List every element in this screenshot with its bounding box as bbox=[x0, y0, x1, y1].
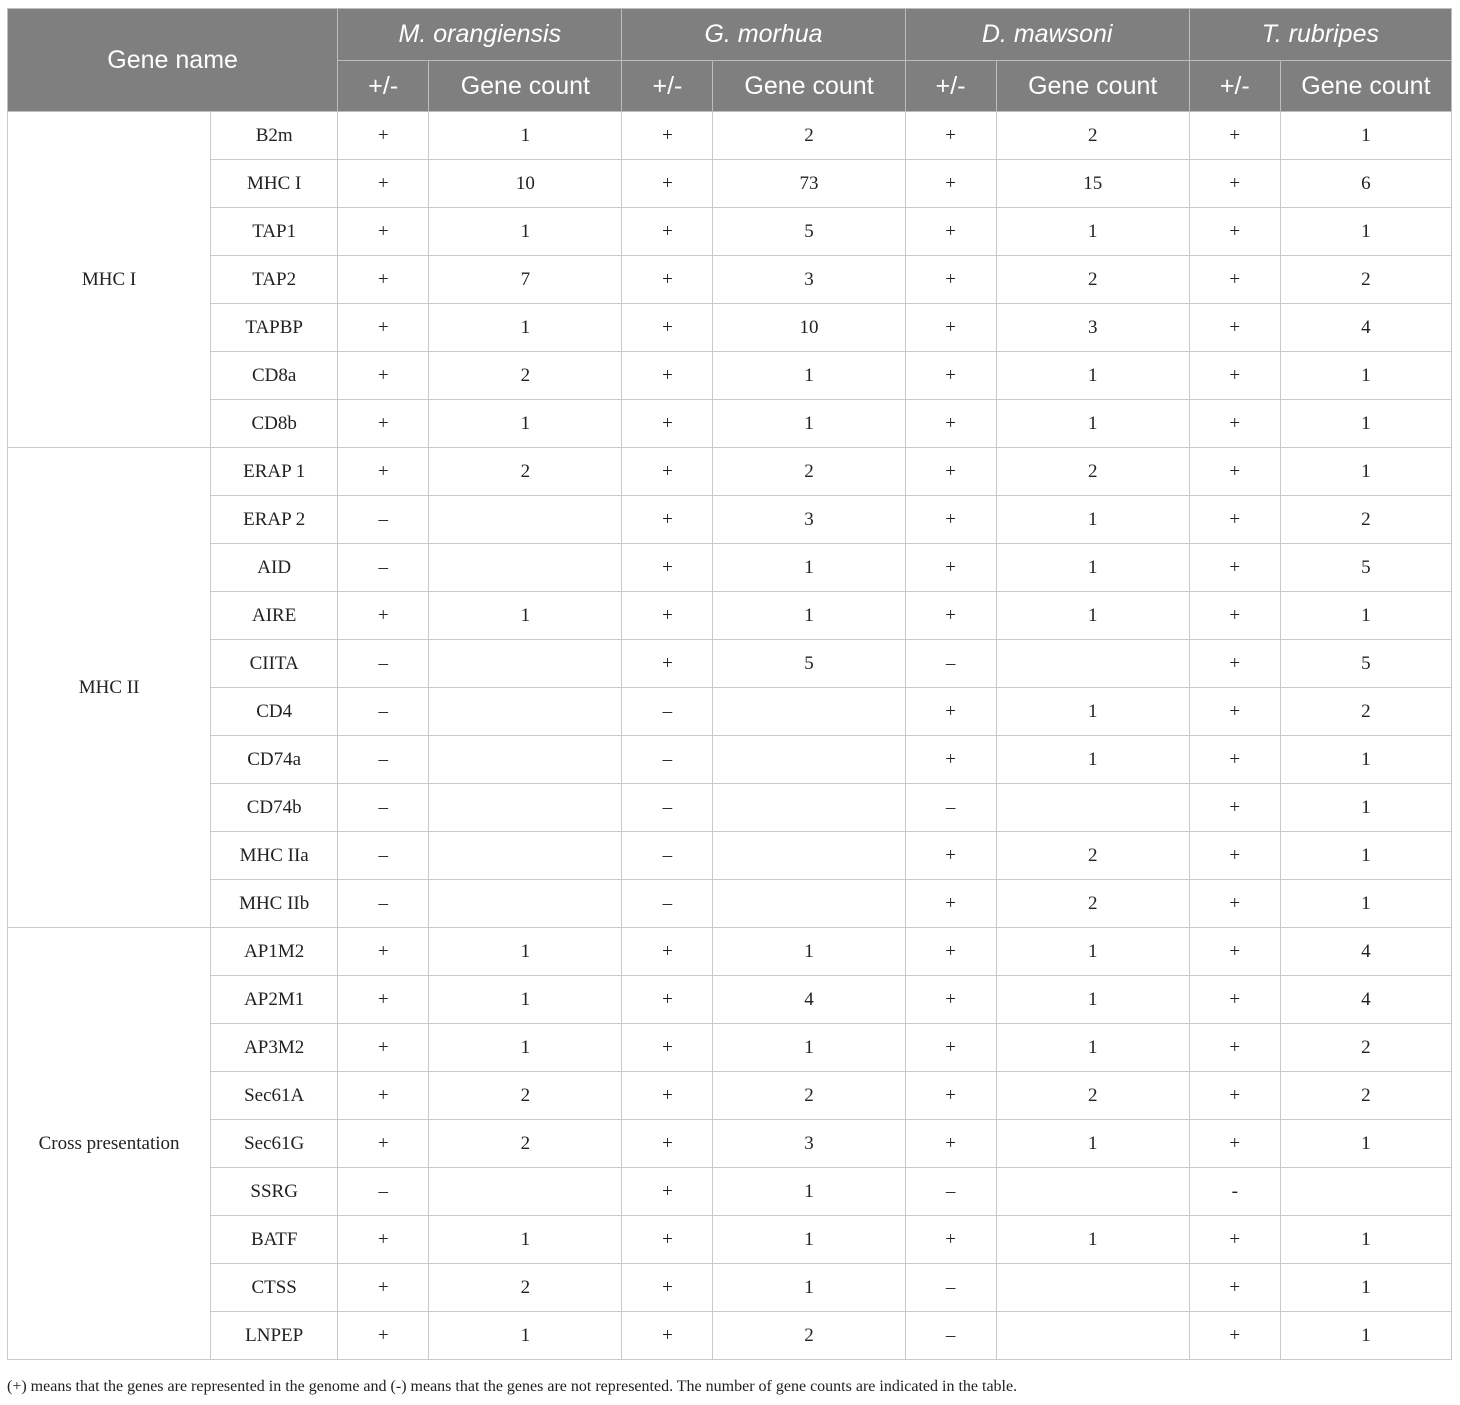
presence-cell: + bbox=[1189, 592, 1280, 640]
presence-cell: + bbox=[622, 304, 713, 352]
group-label: MHC II bbox=[8, 448, 211, 928]
presence-cell: + bbox=[905, 880, 996, 928]
gene-count-cell: 10 bbox=[429, 160, 622, 208]
presence-cell: + bbox=[1189, 640, 1280, 688]
gene-table-container bbox=[7, 8, 1452, 1360]
gene-name-cell: Sec61G bbox=[211, 1120, 338, 1168]
presence-cell: + bbox=[1189, 544, 1280, 592]
presence-cell: + bbox=[1189, 112, 1280, 160]
presence-cell: + bbox=[338, 352, 429, 400]
gene-count-cell bbox=[429, 784, 622, 832]
gene-count-cell: 1 bbox=[1280, 1312, 1451, 1360]
species-header: D. mawsoni bbox=[905, 9, 1189, 61]
presence-cell: – bbox=[622, 880, 713, 928]
gene-count-cell: 1 bbox=[713, 1216, 905, 1264]
presence-cell: – bbox=[338, 736, 429, 784]
presence-cell: + bbox=[338, 1312, 429, 1360]
gene-count-cell: 1 bbox=[996, 496, 1189, 544]
gene-count-cell: 1 bbox=[996, 400, 1189, 448]
gene-count-cell: 1 bbox=[713, 928, 905, 976]
gene-count-cell: 5 bbox=[713, 640, 905, 688]
gene-count-cell: 2 bbox=[713, 1312, 905, 1360]
presence-cell: + bbox=[622, 1072, 713, 1120]
table-row bbox=[8, 736, 1452, 784]
gene-name-cell: CD4 bbox=[211, 688, 338, 736]
gene-count-cell: 2 bbox=[996, 112, 1189, 160]
table-row bbox=[8, 208, 1452, 256]
presence-cell: + bbox=[622, 1216, 713, 1264]
presence-cell: – bbox=[338, 1168, 429, 1216]
gene-count-cell: 1 bbox=[429, 208, 622, 256]
gene-table bbox=[7, 8, 1452, 1360]
gene-count-cell: 1 bbox=[996, 688, 1189, 736]
gene-count-cell: 1 bbox=[1280, 1120, 1451, 1168]
table-row bbox=[8, 688, 1452, 736]
gene-name-cell: B2m bbox=[211, 112, 338, 160]
gene-count-cell: 1 bbox=[713, 400, 905, 448]
presence-cell: + bbox=[622, 592, 713, 640]
presence-cell: + bbox=[1189, 832, 1280, 880]
presence-cell: + bbox=[622, 544, 713, 592]
gene-name-cell: AID bbox=[211, 544, 338, 592]
presence-cell: – bbox=[622, 736, 713, 784]
gene-count-cell: 2 bbox=[429, 448, 622, 496]
table-row bbox=[8, 304, 1452, 352]
gene-name-cell: CD8b bbox=[211, 400, 338, 448]
group-label: MHC I bbox=[8, 112, 211, 448]
presence-cell: + bbox=[1189, 256, 1280, 304]
gene-count-cell bbox=[1280, 1168, 1451, 1216]
table-row bbox=[8, 592, 1452, 640]
gene-name-cell: CTSS bbox=[211, 1264, 338, 1312]
presence-cell: + bbox=[905, 976, 996, 1024]
gene-count-cell: 4 bbox=[1280, 976, 1451, 1024]
gene-count-cell bbox=[429, 832, 622, 880]
gene-count-cell: 1 bbox=[996, 544, 1189, 592]
gene-count-cell: 1 bbox=[429, 1216, 622, 1264]
presence-cell: + bbox=[338, 1072, 429, 1120]
presence-cell: + bbox=[338, 1264, 429, 1312]
gene-count-cell bbox=[713, 784, 905, 832]
gene-count-cell: 1 bbox=[996, 736, 1189, 784]
gene-count-cell: 1 bbox=[996, 1120, 1189, 1168]
presence-cell: + bbox=[1189, 496, 1280, 544]
gene-count-cell: 1 bbox=[1280, 112, 1451, 160]
presence-cell: + bbox=[905, 928, 996, 976]
gene-count-cell bbox=[713, 688, 905, 736]
gene-count-cell: 4 bbox=[1280, 928, 1451, 976]
presence-cell: + bbox=[905, 448, 996, 496]
presence-cell: + bbox=[905, 544, 996, 592]
gene-count-cell: 2 bbox=[429, 1264, 622, 1312]
presence-cell: + bbox=[622, 640, 713, 688]
gene-count-cell bbox=[429, 544, 622, 592]
gene-count-cell: 1 bbox=[996, 928, 1189, 976]
gene-name-cell: Sec61A bbox=[211, 1072, 338, 1120]
gene-name-cell: MHC IIb bbox=[211, 880, 338, 928]
presence-cell: + bbox=[1189, 208, 1280, 256]
table-row bbox=[8, 880, 1452, 928]
presence-cell: + bbox=[905, 1216, 996, 1264]
gene-count-cell bbox=[713, 832, 905, 880]
presence-cell: + bbox=[1189, 160, 1280, 208]
gene-count-cell: 2 bbox=[996, 448, 1189, 496]
gene-count-cell: 1 bbox=[1280, 736, 1451, 784]
presence-cell: + bbox=[1189, 880, 1280, 928]
presence-cell: + bbox=[338, 1024, 429, 1072]
gene-count-header: Gene count bbox=[713, 61, 905, 112]
gene-count-cell: 1 bbox=[429, 112, 622, 160]
gene-count-cell: 2 bbox=[713, 112, 905, 160]
presence-cell: + bbox=[338, 256, 429, 304]
presence-cell: + bbox=[905, 1120, 996, 1168]
gene-count-cell: 1 bbox=[1280, 352, 1451, 400]
gene-count-cell: 1 bbox=[1280, 1216, 1451, 1264]
gene-count-cell: 1 bbox=[1280, 592, 1451, 640]
gene-count-cell: 1 bbox=[1280, 400, 1451, 448]
gene-count-cell: 73 bbox=[713, 160, 905, 208]
presence-cell: + bbox=[338, 208, 429, 256]
presence-cell: + bbox=[338, 592, 429, 640]
gene-count-cell: 4 bbox=[1280, 304, 1451, 352]
species-header: T. rubripes bbox=[1189, 9, 1451, 61]
presence-cell: – bbox=[905, 640, 996, 688]
presence-cell: + bbox=[905, 208, 996, 256]
gene-count-cell bbox=[996, 640, 1189, 688]
gene-count-cell: 10 bbox=[713, 304, 905, 352]
table-row bbox=[8, 160, 1452, 208]
presence-cell: + bbox=[1189, 1216, 1280, 1264]
presence-cell: – bbox=[338, 496, 429, 544]
gene-count-header: Gene count bbox=[996, 61, 1189, 112]
gene-count-cell: 1 bbox=[713, 1168, 905, 1216]
presence-cell: + bbox=[622, 352, 713, 400]
gene-count-cell: 1 bbox=[996, 1216, 1189, 1264]
gene-count-cell: 1 bbox=[429, 1024, 622, 1072]
table-row bbox=[8, 1072, 1452, 1120]
gene-count-header: Gene count bbox=[429, 61, 622, 112]
presence-cell: + bbox=[905, 688, 996, 736]
gene-name-cell: MHC I bbox=[211, 160, 338, 208]
table-row bbox=[8, 1216, 1452, 1264]
presence-cell: + bbox=[1189, 400, 1280, 448]
presence-cell: + bbox=[622, 496, 713, 544]
gene-count-cell: 2 bbox=[1280, 496, 1451, 544]
gene-count-cell: 3 bbox=[713, 256, 905, 304]
presence-cell: + bbox=[905, 256, 996, 304]
table-body bbox=[8, 112, 1452, 1360]
gene-count-cell: 1 bbox=[996, 976, 1189, 1024]
gene-count-cell: 5 bbox=[1280, 640, 1451, 688]
gene-name-header: Gene name bbox=[8, 9, 338, 112]
presence-cell: + bbox=[905, 160, 996, 208]
gene-name-cell: TAP2 bbox=[211, 256, 338, 304]
presence-cell: – bbox=[905, 1264, 996, 1312]
gene-count-cell: 1 bbox=[429, 400, 622, 448]
presence-header: +/- bbox=[905, 61, 996, 112]
gene-count-cell bbox=[429, 688, 622, 736]
gene-count-cell: 1 bbox=[1280, 832, 1451, 880]
gene-count-cell: 15 bbox=[996, 160, 1189, 208]
presence-cell: + bbox=[622, 208, 713, 256]
species-header: M. orangiensis bbox=[338, 9, 622, 61]
presence-cell: + bbox=[1189, 1264, 1280, 1312]
presence-cell: + bbox=[905, 1024, 996, 1072]
gene-name-cell: CD74b bbox=[211, 784, 338, 832]
presence-cell: + bbox=[338, 400, 429, 448]
gene-count-cell: 1 bbox=[996, 592, 1189, 640]
gene-count-cell: 2 bbox=[713, 448, 905, 496]
presence-cell: + bbox=[622, 1312, 713, 1360]
presence-cell: + bbox=[905, 352, 996, 400]
presence-cell: – bbox=[905, 1168, 996, 1216]
presence-header: +/- bbox=[1189, 61, 1280, 112]
gene-count-cell: 2 bbox=[429, 1072, 622, 1120]
presence-cell: + bbox=[622, 976, 713, 1024]
gene-count-cell: 2 bbox=[996, 832, 1189, 880]
presence-cell: + bbox=[622, 1120, 713, 1168]
presence-cell: – bbox=[338, 640, 429, 688]
presence-cell: + bbox=[905, 832, 996, 880]
species-header: G. morhua bbox=[622, 9, 905, 61]
table-row bbox=[8, 1024, 1452, 1072]
table-row bbox=[8, 784, 1452, 832]
presence-cell: + bbox=[622, 160, 713, 208]
gene-count-cell: 1 bbox=[713, 1264, 905, 1312]
table-row bbox=[8, 1264, 1452, 1312]
presence-cell: – bbox=[338, 544, 429, 592]
presence-cell: + bbox=[338, 1120, 429, 1168]
presence-cell: + bbox=[905, 592, 996, 640]
table-row bbox=[8, 496, 1452, 544]
presence-cell: – bbox=[622, 784, 713, 832]
presence-cell: – bbox=[338, 880, 429, 928]
gene-count-cell: 7 bbox=[429, 256, 622, 304]
gene-count-cell: 1 bbox=[429, 976, 622, 1024]
presence-cell: + bbox=[622, 1168, 713, 1216]
presence-cell: + bbox=[622, 400, 713, 448]
presence-cell: – bbox=[622, 688, 713, 736]
gene-name-cell: CD74a bbox=[211, 736, 338, 784]
table-row bbox=[8, 928, 1452, 976]
gene-count-cell: 4 bbox=[713, 976, 905, 1024]
presence-cell: + bbox=[905, 304, 996, 352]
table-row bbox=[8, 976, 1452, 1024]
presence-cell: + bbox=[622, 1264, 713, 1312]
gene-name-cell: AP1M2 bbox=[211, 928, 338, 976]
gene-name-cell: TAPBP bbox=[211, 304, 338, 352]
presence-cell: + bbox=[1189, 304, 1280, 352]
gene-count-cell: 1 bbox=[713, 352, 905, 400]
presence-cell: + bbox=[1189, 1072, 1280, 1120]
gene-count-cell: 1 bbox=[996, 352, 1189, 400]
gene-count-cell: 1 bbox=[713, 544, 905, 592]
gene-count-cell bbox=[429, 640, 622, 688]
presence-cell: – bbox=[905, 784, 996, 832]
presence-cell: + bbox=[622, 928, 713, 976]
presence-cell: + bbox=[338, 976, 429, 1024]
gene-name-cell: AP2M1 bbox=[211, 976, 338, 1024]
gene-count-cell: 2 bbox=[713, 1072, 905, 1120]
gene-name-cell: BATF bbox=[211, 1216, 338, 1264]
table-header bbox=[8, 9, 1452, 112]
gene-count-cell: 1 bbox=[713, 592, 905, 640]
table-row bbox=[8, 1312, 1452, 1360]
presence-cell: + bbox=[1189, 784, 1280, 832]
gene-count-cell: 2 bbox=[429, 352, 622, 400]
gene-count-cell: 2 bbox=[1280, 1024, 1451, 1072]
presence-cell: + bbox=[338, 928, 429, 976]
gene-count-cell: 2 bbox=[996, 256, 1189, 304]
gene-count-cell: 6 bbox=[1280, 160, 1451, 208]
gene-count-cell bbox=[996, 1168, 1189, 1216]
table-row bbox=[8, 400, 1452, 448]
gene-count-cell bbox=[429, 880, 622, 928]
presence-cell: + bbox=[1189, 1024, 1280, 1072]
gene-count-cell: 3 bbox=[713, 1120, 905, 1168]
presence-cell: + bbox=[1189, 352, 1280, 400]
presence-cell: + bbox=[1189, 736, 1280, 784]
gene-count-cell: 5 bbox=[1280, 544, 1451, 592]
presence-cell: + bbox=[622, 448, 713, 496]
gene-count-cell: 1 bbox=[429, 928, 622, 976]
gene-count-cell: 1 bbox=[429, 592, 622, 640]
gene-count-cell: 1 bbox=[1280, 448, 1451, 496]
gene-count-cell: 5 bbox=[713, 208, 905, 256]
gene-name-cell: CD8a bbox=[211, 352, 338, 400]
presence-cell: + bbox=[622, 256, 713, 304]
gene-count-cell: 2 bbox=[429, 1120, 622, 1168]
presence-cell: + bbox=[905, 736, 996, 784]
table-row bbox=[8, 544, 1452, 592]
presence-cell: – bbox=[338, 832, 429, 880]
table-row bbox=[8, 1120, 1452, 1168]
gene-count-header: Gene count bbox=[1280, 61, 1451, 112]
gene-count-cell bbox=[996, 1312, 1189, 1360]
gene-count-cell bbox=[429, 496, 622, 544]
gene-count-cell bbox=[996, 1264, 1189, 1312]
gene-count-cell: 3 bbox=[713, 496, 905, 544]
gene-count-cell: 2 bbox=[1280, 688, 1451, 736]
presence-cell: + bbox=[905, 496, 996, 544]
gene-count-cell: 3 bbox=[996, 304, 1189, 352]
table-row bbox=[8, 1168, 1452, 1216]
presence-cell: + bbox=[622, 112, 713, 160]
presence-cell: + bbox=[1189, 448, 1280, 496]
gene-count-cell: 1 bbox=[1280, 784, 1451, 832]
presence-cell: + bbox=[905, 1072, 996, 1120]
table-row bbox=[8, 640, 1452, 688]
presence-cell: + bbox=[622, 1024, 713, 1072]
gene-count-cell: 1 bbox=[429, 304, 622, 352]
group-label: Cross presentation bbox=[8, 928, 211, 1360]
gene-count-cell: 1 bbox=[429, 1312, 622, 1360]
presence-cell: – bbox=[338, 688, 429, 736]
presence-cell: + bbox=[1189, 1120, 1280, 1168]
gene-count-cell bbox=[429, 736, 622, 784]
presence-cell: – bbox=[338, 784, 429, 832]
gene-count-cell: 1 bbox=[996, 208, 1189, 256]
presence-cell: + bbox=[338, 112, 429, 160]
gene-count-cell: 2 bbox=[996, 880, 1189, 928]
presence-cell: + bbox=[1189, 976, 1280, 1024]
gene-count-cell bbox=[429, 1168, 622, 1216]
presence-cell: + bbox=[338, 304, 429, 352]
presence-header: +/- bbox=[338, 61, 429, 112]
gene-name-cell: AIRE bbox=[211, 592, 338, 640]
gene-count-cell: 1 bbox=[1280, 208, 1451, 256]
presence-cell: + bbox=[338, 1216, 429, 1264]
gene-count-cell bbox=[713, 736, 905, 784]
presence-cell: + bbox=[905, 400, 996, 448]
gene-name-cell: ERAP 2 bbox=[211, 496, 338, 544]
table-row bbox=[8, 112, 1452, 160]
table-row bbox=[8, 352, 1452, 400]
presence-cell: + bbox=[1189, 1312, 1280, 1360]
presence-cell: – bbox=[622, 832, 713, 880]
gene-name-cell: ERAP 1 bbox=[211, 448, 338, 496]
gene-name-cell: TAP1 bbox=[211, 208, 338, 256]
gene-count-cell: 2 bbox=[996, 1072, 1189, 1120]
presence-cell: – bbox=[905, 1312, 996, 1360]
gene-count-cell: 1 bbox=[1280, 880, 1451, 928]
table-row bbox=[8, 448, 1452, 496]
table-row bbox=[8, 832, 1452, 880]
gene-count-cell: 2 bbox=[1280, 1072, 1451, 1120]
gene-count-cell: 1 bbox=[996, 1024, 1189, 1072]
presence-cell: + bbox=[1189, 928, 1280, 976]
gene-name-cell: LNPEP bbox=[211, 1312, 338, 1360]
presence-cell: - bbox=[1189, 1168, 1280, 1216]
gene-name-cell: CIITA bbox=[211, 640, 338, 688]
table-row bbox=[8, 256, 1452, 304]
presence-header: +/- bbox=[622, 61, 713, 112]
presence-cell: + bbox=[338, 160, 429, 208]
gene-name-cell: SSRG bbox=[211, 1168, 338, 1216]
gene-count-cell: 2 bbox=[1280, 256, 1451, 304]
gene-count-cell bbox=[713, 880, 905, 928]
presence-cell: + bbox=[1189, 688, 1280, 736]
presence-cell: + bbox=[905, 112, 996, 160]
table-footnote: (+) means that the genes are represented in the genome and (-) means that the genes are not represented. The number of gene counts are indicated in the table. bbox=[7, 1378, 1018, 1395]
presence-cell: + bbox=[338, 448, 429, 496]
gene-count-cell: 1 bbox=[1280, 1264, 1451, 1312]
gene-count-cell bbox=[996, 784, 1189, 832]
gene-name-cell: MHC IIa bbox=[211, 832, 338, 880]
gene-count-cell: 1 bbox=[713, 1024, 905, 1072]
gene-name-cell: AP3M2 bbox=[211, 1024, 338, 1072]
